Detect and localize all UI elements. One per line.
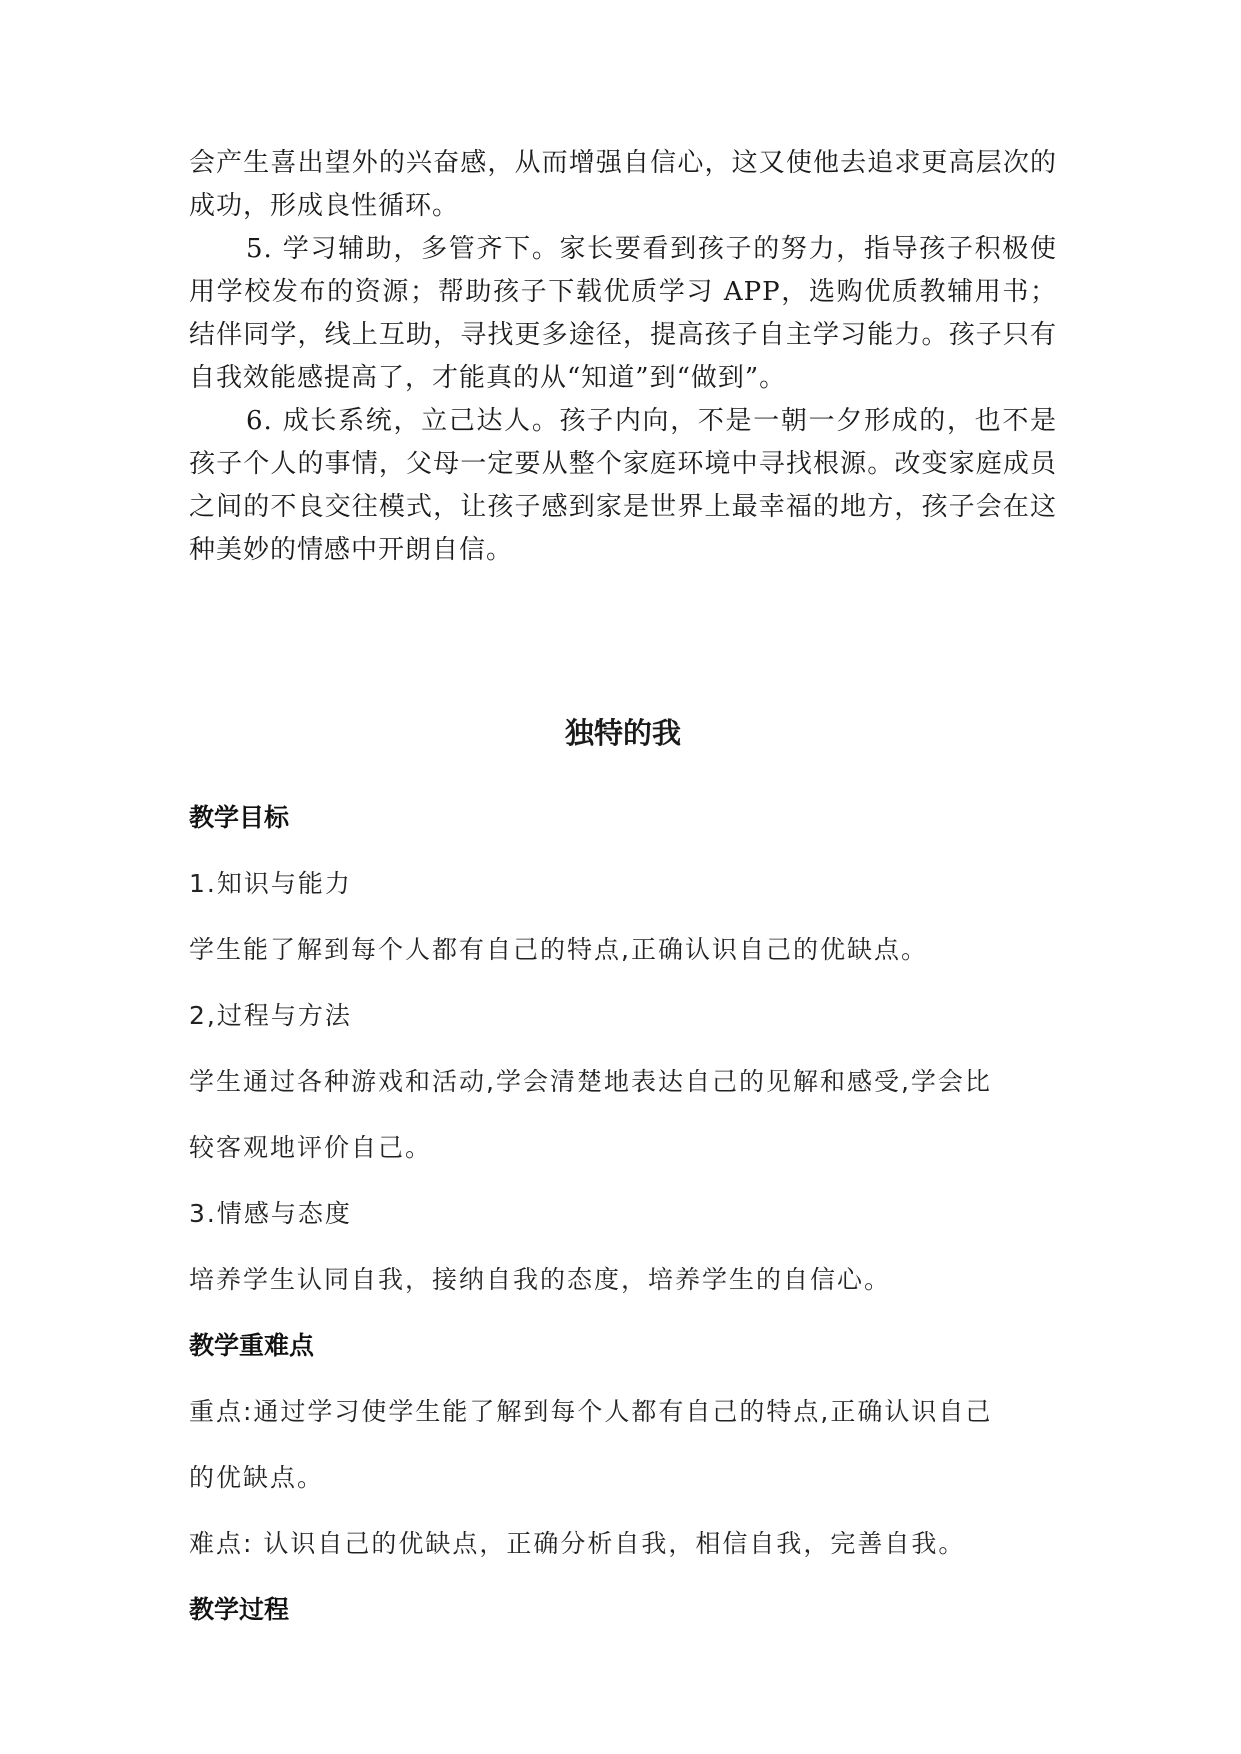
key-point-line1: 重点:通过学习使学生能了解到每个人都有自己的特点,正确认识自己 <box>189 1397 993 1426</box>
lesson-title: 独特的我 <box>564 716 681 750</box>
keypoints-heading: 教学重难点 <box>189 1331 315 1360</box>
key-point-line2: 的优缺点。 <box>189 1463 325 1492</box>
objective-2-text-line2: 较客观地评价自己。 <box>189 1133 433 1162</box>
objective-1-label: 1.知识与能力 <box>189 869 352 898</box>
difficult-point: 难点: 认识自己的优缺点，正确分析自我，相信自我，完善自我。 <box>189 1529 966 1558</box>
objective-3-text: 培养学生认同自我，接纳自我的态度，培养学生的自信心。 <box>189 1265 892 1294</box>
process-heading: 教学过程 <box>189 1595 290 1624</box>
document-page <box>189 142 1057 1624</box>
paragraph-item-6: 6. 成长系统，立己达人。孩子内向，不是一朝一夕形成的，也不是孩子个人的事情，父母一定要从整个家庭环境中寻找根源。改变家庭成员之间的不良交往模式，让孩子感到家是世界上最幸福的地方，孩子会在这种美妙的情感中开朗自信。 <box>189 406 1057 565</box>
objective-1-text: 学生能了解到每个人都有自己的特点,正确认识自己的优缺点。 <box>189 935 928 964</box>
paragraph-item-5: 5. 学习辅助，多管齐下。家长要看到孩子的努力，指导孩子积极使用学校发布的资源；帮助孩子下载优质学习 APP，选购优质教辅用书；结伴同学，线上互助，寻找更多途径，提高孩子自主学习能力。孩子只有自我效能感提高了，才能真的从“知道”到“做到”。 <box>189 234 1057 393</box>
paragraph-continuation: 会产生喜出望外的兴奋感，从而增强自信心，这又使他去追求更高层次的成功，形成良性循环。 <box>189 148 1057 221</box>
objective-2-label: 2,过程与方法 <box>189 1001 352 1030</box>
lesson-plan <box>189 785 1057 1643</box>
objectives-heading: 教学目标 <box>189 803 290 832</box>
objective-3-label: 3.情感与态度 <box>189 1199 352 1228</box>
objective-2-text-line1: 学生通过各种游戏和活动,学会清楚地表达自己的见解和感受,学会比 <box>189 1067 992 1096</box>
